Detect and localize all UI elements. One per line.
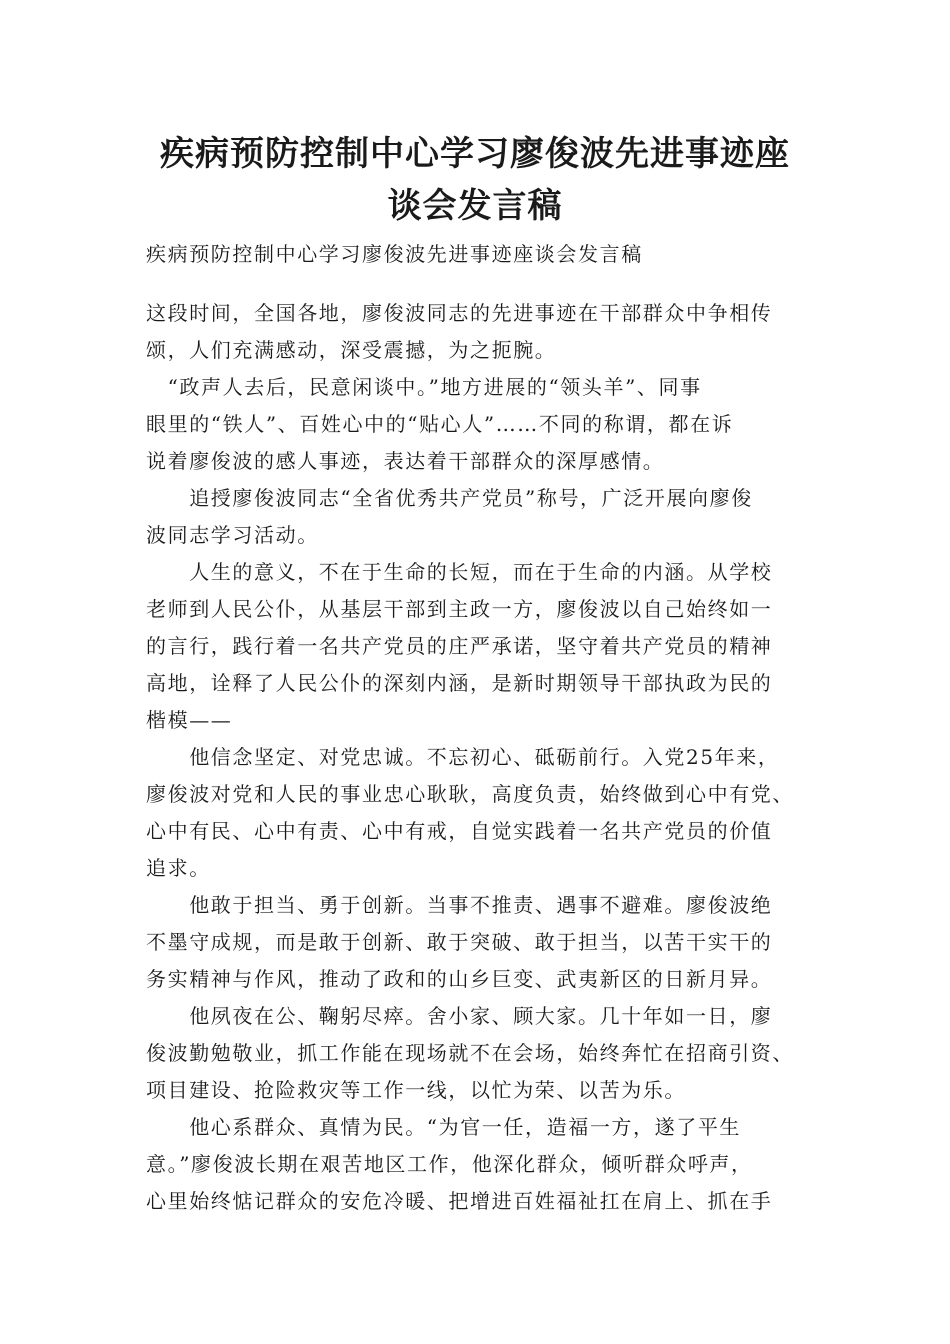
body-line: 追授廖俊波同志“全省优秀共产党员”称号，广泛开展向廖俊 [146,486,753,510]
body-line: 说着廖俊波的感人事迹，表达着干部群众的深厚感情。 [146,449,665,473]
body-line: “政声人去后，民意闲谈中。”地方进展的“领头羊”、同事 [146,375,702,399]
body-line: 楷模—— [146,708,233,732]
body-line: 他信念坚定、对党忠诚。不忘初心、砥砺前行。入党25年来， [146,745,780,769]
body-line: 眼里的“铁人”、百姓心中的“贴心人”……不同的称谓，都在诉 [146,412,734,436]
body-line: 廖俊波对党和人民的事业忠心耿耿，高度负责，始终做到心中有党、 [146,782,794,806]
body-line: 疾病预防控制中心学习廖俊波先进事迹座谈会发言稿 [146,242,643,266]
body-line: 意。”廖俊波长期在艰苦地区工作，他深化群众，倾听群众呼声， [146,1152,753,1176]
document-title-line-1: 疾病预防控制中心学习廖俊波先进事迹座 [160,134,790,174]
body-line: 老师到人民公仆，从基层干部到主政一方，廖俊波以自己始终如一 [146,597,773,621]
body-line: 项目建设、抢险救灾等工作一线，以忙为荣、以苦为乐。 [146,1078,686,1102]
body-line: 他敢于担当、勇于创新。当事不推责、遇事不避难。廖俊波绝 [146,893,773,917]
body-line: 高地，诠释了人民公仆的深刻内涵，是新时期领导干部执政为民的 [146,671,773,695]
body-line: 追求。 [146,856,211,880]
body-line: 这段时间，全国各地，廖俊波同志的先进事迹在干部群众中争相传 [146,301,773,325]
body-line: 他心系群众、真情为民。“为官一任，造福一方，遂了平生 [146,1115,742,1139]
body-line: 心中有民、心中有责、心中有戒，自觉实践着一名共产党员的价值 [146,819,773,843]
body-line: 颂，人们充满感动，深受震撼，为之扼腕。 [146,338,557,362]
body-line: 不墨守成规，而是敢于创新、敢于突破、敢于担当，以苦干实干的 [146,930,773,954]
body-line: 心里始终惦记群众的安危冷暖、把增进百姓福祉扛在肩上、抓在手 [146,1189,773,1213]
body-line: 俊波勤勉敬业，抓工作能在现场就不在会场，始终奔忙在招商引资、 [146,1041,794,1065]
body-line: 人生的意义，不在于生命的长短，而在于生命的内涵。从学校 [146,560,773,584]
body-line: 务实精神与作风，推动了政和的山乡巨变、武夷新区的日新月异。 [146,967,773,991]
document-title-line-2: 谈会发言稿 [387,186,563,226]
body-line: 波同志学习活动。 [146,523,319,547]
body-line: 他夙夜在公、鞠躬尽瘁。舍小家、顾大家。几十年如一日，廖 [146,1004,773,1028]
body-line: 的言行，践行着一名共产党员的庄严承诺，坚守着共产党员的精神 [146,634,773,658]
